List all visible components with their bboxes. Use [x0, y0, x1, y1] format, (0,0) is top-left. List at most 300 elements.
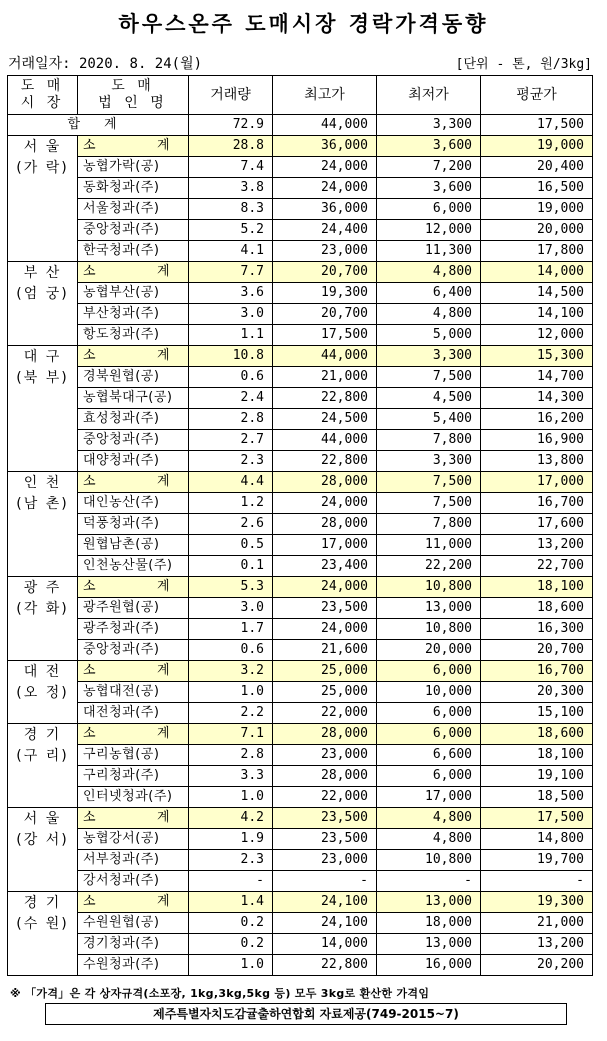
table-row [8, 157, 593, 178]
cell-volume: 1.0 [189, 787, 273, 808]
cell-volume: 1.0 [189, 682, 273, 703]
cell-avg: 14,300 [481, 388, 593, 409]
cell-volume: 4.1 [189, 241, 273, 262]
total-avg: 17,500 [481, 115, 593, 136]
market-name-line: (남 촌) [16, 496, 69, 512]
table-row [8, 388, 593, 409]
cell-min: 4,800 [377, 262, 481, 283]
company-name: 중앙청과(주) [78, 220, 189, 241]
cell-max: 24,000 [273, 493, 377, 514]
market-name-line: (오 정) [16, 685, 69, 701]
header-company-line1: 도 매 [111, 78, 155, 94]
table-row [8, 850, 593, 871]
company-name: 인터넷청과(주) [78, 787, 189, 808]
table-row [8, 598, 593, 619]
company-name: 강서청과(주) [78, 871, 189, 892]
company-name: 광주원협(공) [78, 598, 189, 619]
subtotal-label [78, 892, 189, 913]
cell-min: 13,000 [377, 934, 481, 955]
cell-avg: 20,200 [481, 955, 593, 976]
cell-max: 23,400 [273, 556, 377, 577]
company-name: 인천농산물(주) [78, 556, 189, 577]
cell-min: - [377, 871, 481, 892]
market-name-line: 인 천 [23, 475, 62, 491]
cell-min: 6,600 [377, 745, 481, 766]
cell-volume: 2.7 [189, 430, 273, 451]
header-avg: 평균가 [481, 76, 593, 115]
cell-max: 21,000 [273, 367, 377, 388]
cell-avg: 14,100 [481, 304, 593, 325]
cell-max: 22,800 [273, 451, 377, 472]
cell-avg: 18,600 [481, 598, 593, 619]
company-name: 농협가락(공) [78, 157, 189, 178]
table-row [8, 955, 593, 976]
cell-max: 36,000 [273, 199, 377, 220]
cell-volume: 2.3 [189, 850, 273, 871]
market-name [8, 346, 78, 472]
cell-min: 3,300 [377, 451, 481, 472]
cell-min: 6,000 [377, 199, 481, 220]
cell-volume: 3.6 [189, 283, 273, 304]
cell-avg: 17,500 [481, 808, 593, 829]
cell-min: 17,000 [377, 787, 481, 808]
market-name-line: 부 산 [23, 265, 62, 281]
total-min: 3,300 [377, 115, 481, 136]
cell-min: 6,400 [377, 283, 481, 304]
cell-volume: 3.0 [189, 598, 273, 619]
subtotal-text: 소 계 [83, 474, 170, 489]
cell-max: 14,000 [273, 934, 377, 955]
market-name [8, 262, 78, 346]
table-row [8, 682, 593, 703]
table-row [8, 535, 593, 556]
cell-avg: 16,200 [481, 409, 593, 430]
company-name: 항도청과(주) [78, 325, 189, 346]
table-row [8, 283, 593, 304]
cell-max: 24,500 [273, 409, 377, 430]
cell-volume: 10.8 [189, 346, 273, 367]
cell-min: 13,000 [377, 598, 481, 619]
cell-max: 24,100 [273, 913, 377, 934]
subtotal-label [78, 661, 189, 682]
cell-avg: 14,800 [481, 829, 593, 850]
cell-min: 7,800 [377, 430, 481, 451]
cell-volume: 7.7 [189, 262, 273, 283]
cell-max: 17,500 [273, 325, 377, 346]
cell-max: 24,400 [273, 220, 377, 241]
cell-avg: 13,800 [481, 451, 593, 472]
market-name [8, 808, 78, 892]
cell-avg: 13,200 [481, 934, 593, 955]
cell-avg: 17,800 [481, 241, 593, 262]
company-name: 농협북대구(공) [78, 388, 189, 409]
cell-max: 28,000 [273, 472, 377, 493]
market-name-line: 경 기 [23, 895, 62, 911]
company-name: 수원원협(공) [78, 913, 189, 934]
market-name [8, 661, 78, 724]
market-name-line: 서 울 [23, 139, 62, 155]
cell-min: 4,500 [377, 388, 481, 409]
market-name-line: (각 화) [16, 601, 69, 617]
subtotal-row [8, 892, 593, 913]
cell-avg: 20,000 [481, 220, 593, 241]
company-name: 대인농산(주) [78, 493, 189, 514]
cell-max: 19,300 [273, 283, 377, 304]
market-name-line: 대 구 [23, 349, 62, 365]
cell-min: 3,600 [377, 178, 481, 199]
company-name: 농협강서(공) [78, 829, 189, 850]
market-name-line: (북 부) [16, 370, 69, 386]
table-row [8, 787, 593, 808]
cell-min: 6,000 [377, 661, 481, 682]
header-company-line2: 법 인 명 [98, 95, 168, 111]
cell-avg: 20,700 [481, 640, 593, 661]
market-name-line: (가 락) [16, 160, 69, 176]
cell-volume: 1.9 [189, 829, 273, 850]
company-name: 구리농협(공) [78, 745, 189, 766]
cell-min: 3,300 [377, 346, 481, 367]
cell-max: 28,000 [273, 724, 377, 745]
total-volume: 72.9 [189, 115, 273, 136]
table-row [8, 430, 593, 451]
cell-max: 44,000 [273, 346, 377, 367]
cell-volume: 3.0 [189, 304, 273, 325]
company-name: 덕풍청과(주) [78, 514, 189, 535]
cell-max: 44,000 [273, 430, 377, 451]
cell-volume: 3.2 [189, 661, 273, 682]
cell-min: 11,300 [377, 241, 481, 262]
company-name: 농협부산(공) [78, 283, 189, 304]
table-row [8, 745, 593, 766]
company-name: 농협대전(공) [78, 682, 189, 703]
market-name-line: (강 서) [16, 832, 69, 848]
cell-avg: - [481, 871, 593, 892]
cell-min: 3,600 [377, 136, 481, 157]
cell-max: 23,500 [273, 598, 377, 619]
market-name [8, 724, 78, 808]
cell-avg: 20,300 [481, 682, 593, 703]
company-name: 효성청과(주) [78, 409, 189, 430]
market-name-line: (엄 궁) [16, 286, 69, 302]
subtotal-label [78, 472, 189, 493]
cell-volume: 2.8 [189, 409, 273, 430]
cell-min: 7,800 [377, 514, 481, 535]
table-row [8, 325, 593, 346]
total-label: 합계 [8, 115, 189, 136]
cell-max: 20,700 [273, 304, 377, 325]
table-row [8, 304, 593, 325]
cell-avg: 14,500 [481, 283, 593, 304]
cell-volume: 7.4 [189, 157, 273, 178]
cell-avg: 17,600 [481, 514, 593, 535]
table-row [8, 367, 593, 388]
cell-volume: 3.8 [189, 178, 273, 199]
cell-min: 7,500 [377, 493, 481, 514]
cell-volume: 3.3 [189, 766, 273, 787]
subtotal-row [8, 661, 593, 682]
cell-max: 36,000 [273, 136, 377, 157]
subtotal-text: 소 계 [83, 663, 170, 678]
cell-volume: 0.5 [189, 535, 273, 556]
cell-max: 22,000 [273, 787, 377, 808]
cell-avg: 19,300 [481, 892, 593, 913]
subtotal-row [8, 577, 593, 598]
cell-min: 18,000 [377, 913, 481, 934]
page-title: 하우스온주 도매시장 경락가격동향 [118, 12, 489, 36]
table-row [8, 871, 593, 892]
cell-max: 24,000 [273, 619, 377, 640]
subtotal-label [78, 808, 189, 829]
cell-avg: 16,700 [481, 493, 593, 514]
cell-avg: 16,500 [481, 178, 593, 199]
header-company [78, 76, 189, 115]
cell-volume: 4.4 [189, 472, 273, 493]
source-box: 제주특별자치도감귤출하연합회 자료제공(749-2015~7) [45, 1003, 567, 1025]
cell-min: 11,000 [377, 535, 481, 556]
cell-volume: 0.1 [189, 556, 273, 577]
cell-max: 22,800 [273, 388, 377, 409]
subtotal-row [8, 724, 593, 745]
total-max: 44,000 [273, 115, 377, 136]
price-table [7, 75, 593, 976]
subtotal-label [78, 577, 189, 598]
company-name: 대양청과(주) [78, 451, 189, 472]
cell-max: 22,800 [273, 955, 377, 976]
cell-avg: 14,000 [481, 262, 593, 283]
table-row [8, 199, 593, 220]
company-name: 동화청과(주) [78, 178, 189, 199]
cell-volume: 0.2 [189, 913, 273, 934]
cell-avg: 20,400 [481, 157, 593, 178]
cell-avg: 13,200 [481, 535, 593, 556]
company-name: 중앙청과(주) [78, 640, 189, 661]
cell-max: 24,000 [273, 178, 377, 199]
cell-min: 4,800 [377, 829, 481, 850]
market-name-line: 경 기 [23, 727, 62, 743]
company-name: 대전청과(주) [78, 703, 189, 724]
company-name: 구리청과(주) [78, 766, 189, 787]
table-row [8, 220, 593, 241]
cell-volume: 2.3 [189, 451, 273, 472]
cell-avg: 17,000 [481, 472, 593, 493]
cell-avg: 18,500 [481, 787, 593, 808]
subtotal-text: 소 계 [83, 810, 170, 825]
cell-min: 7,500 [377, 367, 481, 388]
market-name [8, 892, 78, 976]
cell-min: 7,200 [377, 157, 481, 178]
subtotal-text: 소 계 [83, 348, 170, 363]
footnote: ※ 「가격」은 각 상자규격(소포장, 1kg,3kg,5kg 등) 모두 3kg로 환산한 가격임 [10, 987, 430, 1000]
cell-min: 20,000 [377, 640, 481, 661]
cell-max: 24,000 [273, 577, 377, 598]
subtotal-row [8, 472, 593, 493]
cell-max: 22,000 [273, 703, 377, 724]
table-row [8, 451, 593, 472]
company-name: 중앙청과(주) [78, 430, 189, 451]
cell-max: 24,100 [273, 892, 377, 913]
table-row [8, 241, 593, 262]
table-body [8, 115, 593, 976]
header-market [8, 76, 78, 115]
cell-min: 13,000 [377, 892, 481, 913]
cell-avg: 19,000 [481, 199, 593, 220]
market-name-line: 대 전 [23, 664, 62, 680]
cell-volume: 1.7 [189, 619, 273, 640]
table-row [8, 178, 593, 199]
header-market-line1: 도 매 [20, 78, 65, 94]
subtotal-label [78, 346, 189, 367]
cell-max: 23,000 [273, 745, 377, 766]
table-row [8, 934, 593, 955]
table-row [8, 913, 593, 934]
table-row [8, 409, 593, 430]
cell-avg: 16,700 [481, 661, 593, 682]
cell-volume: 8.3 [189, 199, 273, 220]
cell-avg: 18,100 [481, 745, 593, 766]
company-name: 서울청과(주) [78, 199, 189, 220]
cell-volume: - [189, 871, 273, 892]
cell-max: 23,000 [273, 241, 377, 262]
cell-volume: 2.6 [189, 514, 273, 535]
cell-min: 10,800 [377, 619, 481, 640]
cell-max: 21,600 [273, 640, 377, 661]
cell-max: 23,500 [273, 829, 377, 850]
company-name: 광주청과(주) [78, 619, 189, 640]
header-max: 최고가 [273, 76, 377, 115]
subtotal-text: 소 계 [83, 726, 170, 741]
cell-avg: 21,000 [481, 913, 593, 934]
cell-volume: 1.2 [189, 493, 273, 514]
subtotal-row [8, 346, 593, 367]
cell-avg: 18,100 [481, 577, 593, 598]
cell-min: 10,800 [377, 577, 481, 598]
subtotal-text: 소 계 [83, 579, 170, 594]
cell-avg: 19,700 [481, 850, 593, 871]
cell-volume: 2.8 [189, 745, 273, 766]
cell-min: 5,000 [377, 325, 481, 346]
table-row [8, 703, 593, 724]
subtotal-label [78, 262, 189, 283]
cell-max: 28,000 [273, 766, 377, 787]
cell-max: - [273, 871, 377, 892]
cell-min: 4,800 [377, 808, 481, 829]
cell-avg: 19,100 [481, 766, 593, 787]
cell-max: 28,000 [273, 514, 377, 535]
cell-avg: 16,900 [481, 430, 593, 451]
market-name-line: (구 리) [16, 748, 69, 764]
subtotal-text: 소 계 [83, 894, 170, 909]
cell-avg: 15,100 [481, 703, 593, 724]
market-name [8, 577, 78, 661]
cell-min: 10,800 [377, 850, 481, 871]
cell-volume: 4.2 [189, 808, 273, 829]
cell-volume: 1.4 [189, 892, 273, 913]
subtotal-label [78, 136, 189, 157]
cell-max: 24,000 [273, 157, 377, 178]
company-name: 한국청과(주) [78, 241, 189, 262]
cell-volume: 2.4 [189, 388, 273, 409]
subtotal-row [8, 808, 593, 829]
table-row [8, 640, 593, 661]
cell-avg: 18,600 [481, 724, 593, 745]
table-row [8, 619, 593, 640]
cell-min: 16,000 [377, 955, 481, 976]
cell-min: 6,000 [377, 724, 481, 745]
cell-volume: 1.1 [189, 325, 273, 346]
subtotal-text: 소 계 [83, 138, 170, 153]
cell-volume: 0.2 [189, 934, 273, 955]
trade-date: 거래일자: 2020. 8. 24(월) [8, 56, 203, 72]
company-name: 서부청과(주) [78, 850, 189, 871]
cell-volume: 7.1 [189, 724, 273, 745]
unit-label: [단위 - 톤, 원/3kg] [455, 57, 592, 72]
table-row [8, 829, 593, 850]
market-name-line: (수 원) [16, 916, 69, 932]
header-volume: 거래량 [189, 76, 273, 115]
cell-volume: 28.8 [189, 136, 273, 157]
cell-min: 12,000 [377, 220, 481, 241]
cell-min: 4,800 [377, 304, 481, 325]
cell-avg: 19,000 [481, 136, 593, 157]
cell-volume: 5.2 [189, 220, 273, 241]
cell-volume: 2.2 [189, 703, 273, 724]
market-name [8, 136, 78, 262]
cell-min: 7,500 [377, 472, 481, 493]
cell-max: 25,000 [273, 682, 377, 703]
cell-volume: 5.3 [189, 577, 273, 598]
cell-max: 23,000 [273, 850, 377, 871]
cell-avg: 22,700 [481, 556, 593, 577]
cell-min: 6,000 [377, 703, 481, 724]
market-name-line: 광 주 [23, 580, 62, 596]
total-row [8, 115, 593, 136]
company-name: 경북원협(공) [78, 367, 189, 388]
company-name: 경기청과(주) [78, 934, 189, 955]
cell-avg: 16,300 [481, 619, 593, 640]
cell-min: 5,400 [377, 409, 481, 430]
cell-max: 23,500 [273, 808, 377, 829]
cell-volume: 1.0 [189, 955, 273, 976]
subtotal-label [78, 724, 189, 745]
table-row [8, 766, 593, 787]
cell-volume: 0.6 [189, 367, 273, 388]
market-name [8, 472, 78, 577]
cell-avg: 12,000 [481, 325, 593, 346]
meta-bar [8, 53, 592, 71]
cell-min: 6,000 [377, 766, 481, 787]
cell-max: 20,700 [273, 262, 377, 283]
cell-volume: 0.6 [189, 640, 273, 661]
header-market-line2: 시 장 [20, 95, 65, 111]
subtotal-row [8, 262, 593, 283]
cell-avg: 14,700 [481, 367, 593, 388]
subtotal-text: 소 계 [83, 264, 170, 279]
header-min: 최저가 [377, 76, 481, 115]
company-name: 수원청과(주) [78, 955, 189, 976]
cell-max: 25,000 [273, 661, 377, 682]
table-row [8, 556, 593, 577]
cell-min: 10,000 [377, 682, 481, 703]
cell-min: 22,200 [377, 556, 481, 577]
company-name: 원협남촌(공) [78, 535, 189, 556]
company-name: 부산청과(주) [78, 304, 189, 325]
subtotal-row [8, 136, 593, 157]
table-row [8, 493, 593, 514]
table-row [8, 514, 593, 535]
cell-avg: 15,300 [481, 346, 593, 367]
market-name-line: 서 울 [23, 811, 62, 827]
header-row [8, 76, 593, 115]
